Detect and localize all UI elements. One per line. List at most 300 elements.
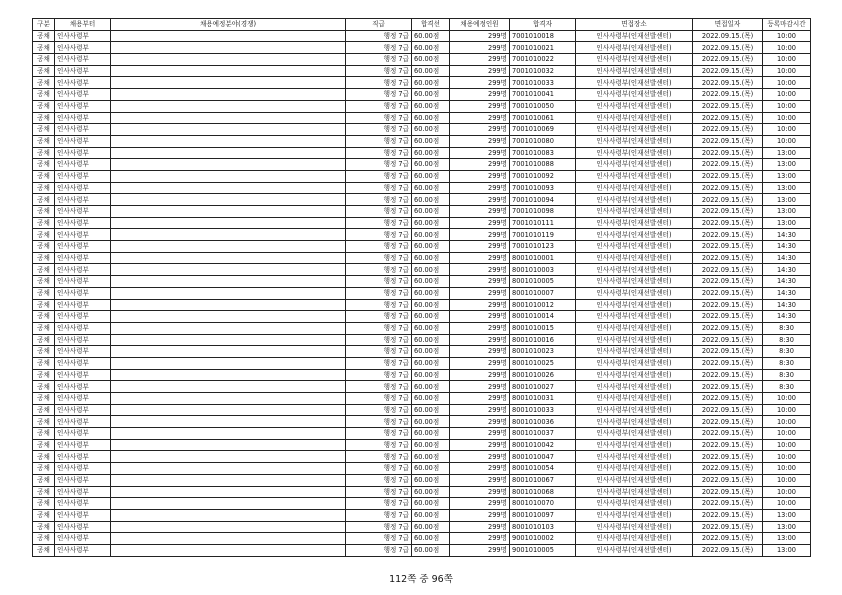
cell-interview-date: 2022.09.15.(목) [693, 474, 763, 486]
table-row [33, 416, 811, 428]
cell-planned-count: 299명 [450, 509, 510, 521]
cell-applicant-id: 7001010098 [510, 206, 576, 218]
cell-field [111, 42, 346, 54]
cell-planned-count: 299명 [450, 533, 510, 545]
cell-registration-deadline: 14:30 [763, 252, 811, 264]
cell-grade: 행정 7급 [346, 89, 412, 101]
cell-interview-location: 인사사령부(인재선발센터) [576, 346, 693, 358]
cell-grade: 행정 7급 [346, 334, 412, 346]
cell-planned-count: 299명 [450, 170, 510, 182]
cell-category: 공채 [33, 521, 55, 533]
cell-department: 인사사령부 [55, 369, 111, 381]
cell-category: 공채 [33, 474, 55, 486]
cell-cutoff: 60.00점 [412, 217, 450, 229]
cell-planned-count: 299명 [450, 194, 510, 206]
cell-grade: 행정 7급 [346, 206, 412, 218]
cell-planned-count: 299명 [450, 252, 510, 264]
cell-category: 공채 [33, 170, 55, 182]
cell-grade: 행정 7급 [346, 311, 412, 323]
cell-department: 인사사령부 [55, 357, 111, 369]
cell-cutoff: 60.00점 [412, 112, 450, 124]
table-row [33, 544, 811, 556]
cell-interview-date: 2022.09.15.(목) [693, 100, 763, 112]
cell-field [111, 241, 346, 253]
cell-applicant-id: 8001010026 [510, 369, 576, 381]
cell-category: 공채 [33, 264, 55, 276]
cell-category: 공채 [33, 451, 55, 463]
cell-planned-count: 299명 [450, 112, 510, 124]
cell-category: 공채 [33, 112, 55, 124]
cell-registration-deadline: 10:00 [763, 416, 811, 428]
table-row [33, 311, 811, 323]
cell-planned-count: 299명 [450, 311, 510, 323]
cell-interview-location: 인사사령부(인재선발센터) [576, 463, 693, 475]
cell-field [111, 194, 346, 206]
cell-category: 공채 [33, 498, 55, 510]
table-row [33, 264, 811, 276]
cell-registration-deadline: 13:00 [763, 217, 811, 229]
cell-department: 인사사령부 [55, 416, 111, 428]
cell-category: 공채 [33, 299, 55, 311]
cell-cutoff: 60.00점 [412, 194, 450, 206]
cell-planned-count: 299명 [450, 322, 510, 334]
cell-department: 인사사령부 [55, 381, 111, 393]
cell-field [111, 322, 346, 334]
cell-grade: 행정 7급 [346, 416, 412, 428]
cell-field [111, 393, 346, 405]
cell-interview-location: 인사사령부(인재선발센터) [576, 194, 693, 206]
cell-grade: 행정 7급 [346, 65, 412, 77]
cell-registration-deadline: 14:30 [763, 264, 811, 276]
cell-planned-count: 299명 [450, 54, 510, 66]
cell-applicant-id: 8001010012 [510, 299, 576, 311]
cell-grade: 행정 7급 [346, 182, 412, 194]
cell-field [111, 346, 346, 358]
cell-field [111, 486, 346, 498]
cell-planned-count: 299명 [450, 393, 510, 405]
cell-interview-date: 2022.09.15.(목) [693, 229, 763, 241]
cell-cutoff: 60.00점 [412, 346, 450, 358]
cell-registration-deadline: 10:00 [763, 463, 811, 475]
cell-category: 공채 [33, 241, 55, 253]
table-row [33, 357, 811, 369]
cell-category: 공채 [33, 404, 55, 416]
cell-interview-date: 2022.09.15.(목) [693, 206, 763, 218]
cell-interview-date: 2022.09.15.(목) [693, 124, 763, 136]
cell-registration-deadline: 8:30 [763, 357, 811, 369]
cell-registration-deadline: 14:30 [763, 229, 811, 241]
table-row [33, 439, 811, 451]
cell-registration-deadline: 10:00 [763, 439, 811, 451]
cell-registration-deadline: 10:00 [763, 54, 811, 66]
cell-field [111, 182, 346, 194]
cell-department: 인사사령부 [55, 124, 111, 136]
cell-field [111, 357, 346, 369]
cell-department: 인사사령부 [55, 65, 111, 77]
header-category: 구분 [33, 19, 55, 31]
cell-grade: 행정 7급 [346, 486, 412, 498]
cell-interview-date: 2022.09.15.(목) [693, 89, 763, 101]
cell-interview-location: 인사사령부(인재선발센터) [576, 416, 693, 428]
cell-cutoff: 60.00점 [412, 100, 450, 112]
cell-interview-location: 인사사령부(인재선발센터) [576, 241, 693, 253]
cell-applicant-id: 8001010014 [510, 311, 576, 323]
cell-applicant-id: 8001010042 [510, 439, 576, 451]
cell-department: 인사사령부 [55, 159, 111, 171]
cell-category: 공채 [33, 381, 55, 393]
cell-grade: 행정 7급 [346, 357, 412, 369]
cell-interview-date: 2022.09.15.(목) [693, 30, 763, 42]
cell-applicant-id: 8001010025 [510, 357, 576, 369]
cell-grade: 행정 7급 [346, 287, 412, 299]
cell-registration-deadline: 8:30 [763, 369, 811, 381]
cell-field [111, 147, 346, 159]
cell-interview-date: 2022.09.15.(목) [693, 404, 763, 416]
cell-interview-location: 인사사령부(인재선발센터) [576, 276, 693, 288]
cell-category: 공채 [33, 194, 55, 206]
cell-cutoff: 60.00점 [412, 65, 450, 77]
cell-interview-location: 인사사령부(인재선발센터) [576, 124, 693, 136]
cell-planned-count: 299명 [450, 264, 510, 276]
cell-cutoff: 60.00점 [412, 54, 450, 66]
cell-interview-location: 인사사령부(인재선발센터) [576, 147, 693, 159]
cell-grade: 행정 7급 [346, 54, 412, 66]
cell-category: 공채 [33, 416, 55, 428]
cell-cutoff: 60.00점 [412, 182, 450, 194]
cell-field [111, 276, 346, 288]
table-row [33, 89, 811, 101]
cell-category: 공채 [33, 30, 55, 42]
cell-department: 인사사령부 [55, 170, 111, 182]
cell-grade: 행정 7급 [346, 381, 412, 393]
cell-category: 공채 [33, 544, 55, 556]
cell-applicant-id: 8001010016 [510, 334, 576, 346]
cell-grade: 행정 7급 [346, 346, 412, 358]
cell-interview-location: 인사사령부(인재선발센터) [576, 299, 693, 311]
table-row [33, 112, 811, 124]
cell-interview-location: 인사사령부(인재선발센터) [576, 509, 693, 521]
cell-planned-count: 299명 [450, 241, 510, 253]
cell-applicant-id: 7001010119 [510, 229, 576, 241]
cell-interview-date: 2022.09.15.(목) [693, 498, 763, 510]
cell-cutoff: 60.00점 [412, 544, 450, 556]
cell-department: 인사사령부 [55, 276, 111, 288]
cell-category: 공채 [33, 322, 55, 334]
cell-cutoff: 60.00점 [412, 89, 450, 101]
cell-field [111, 299, 346, 311]
cell-interview-date: 2022.09.15.(목) [693, 241, 763, 253]
cell-interview-date: 2022.09.15.(목) [693, 65, 763, 77]
cell-field [111, 112, 346, 124]
cell-interview-date: 2022.09.15.(목) [693, 252, 763, 264]
cell-category: 공채 [33, 42, 55, 54]
table-row [33, 182, 811, 194]
table-row [33, 463, 811, 475]
cell-applicant-id: 9001010002 [510, 533, 576, 545]
cell-department: 인사사령부 [55, 100, 111, 112]
cell-applicant-id: 7001010033 [510, 77, 576, 89]
cell-field [111, 451, 346, 463]
cell-category: 공채 [33, 206, 55, 218]
cell-field [111, 416, 346, 428]
cell-grade: 행정 7급 [346, 299, 412, 311]
cell-cutoff: 60.00점 [412, 299, 450, 311]
cell-interview-location: 인사사령부(인재선발센터) [576, 287, 693, 299]
cell-interview-date: 2022.09.15.(목) [693, 509, 763, 521]
cell-interview-date: 2022.09.15.(목) [693, 486, 763, 498]
cell-field [111, 89, 346, 101]
cell-planned-count: 299명 [450, 334, 510, 346]
cell-grade: 행정 7급 [346, 439, 412, 451]
cell-interview-location: 인사사령부(인재선발센터) [576, 182, 693, 194]
cell-field [111, 369, 346, 381]
cell-applicant-id: 9001010005 [510, 544, 576, 556]
cell-field [111, 65, 346, 77]
cell-registration-deadline: 13:00 [763, 533, 811, 545]
cell-planned-count: 299명 [450, 416, 510, 428]
table-row [33, 42, 811, 54]
cell-interview-location: 인사사령부(인재선발센터) [576, 334, 693, 346]
cell-applicant-id: 7001010092 [510, 170, 576, 182]
cell-cutoff: 60.00점 [412, 369, 450, 381]
cell-cutoff: 60.00점 [412, 463, 450, 475]
cell-category: 공채 [33, 100, 55, 112]
cell-interview-location: 인사사령부(인재선발센터) [576, 544, 693, 556]
cell-cutoff: 60.00점 [412, 77, 450, 89]
cell-interview-date: 2022.09.15.(목) [693, 463, 763, 475]
table-body [33, 30, 811, 556]
cell-department: 인사사령부 [55, 147, 111, 159]
cell-cutoff: 60.00점 [412, 135, 450, 147]
cell-interview-date: 2022.09.15.(목) [693, 416, 763, 428]
cell-applicant-id: 8001010005 [510, 276, 576, 288]
cell-planned-count: 299명 [450, 100, 510, 112]
cell-planned-count: 299명 [450, 439, 510, 451]
cell-planned-count: 299명 [450, 498, 510, 510]
cell-field [111, 252, 346, 264]
cell-cutoff: 60.00점 [412, 276, 450, 288]
cell-category: 공채 [33, 217, 55, 229]
cell-interview-date: 2022.09.15.(목) [693, 135, 763, 147]
cell-department: 인사사령부 [55, 42, 111, 54]
cell-cutoff: 60.00점 [412, 42, 450, 54]
cell-department: 인사사령부 [55, 428, 111, 440]
cell-grade: 행정 7급 [346, 159, 412, 171]
cell-planned-count: 299명 [450, 299, 510, 311]
cell-department: 인사사령부 [55, 182, 111, 194]
cell-interview-location: 인사사령부(인재선발센터) [576, 474, 693, 486]
cell-department: 인사사령부 [55, 322, 111, 334]
cell-department: 인사사령부 [55, 89, 111, 101]
cell-interview-date: 2022.09.15.(목) [693, 393, 763, 405]
cell-registration-deadline: 8:30 [763, 346, 811, 358]
cell-planned-count: 299명 [450, 451, 510, 463]
cell-interview-date: 2022.09.15.(목) [693, 322, 763, 334]
cell-grade: 행정 7급 [346, 124, 412, 136]
cell-field [111, 135, 346, 147]
header-applicant-id: 합격자 [510, 19, 576, 31]
cell-category: 공채 [33, 182, 55, 194]
cell-interview-date: 2022.09.15.(목) [693, 159, 763, 171]
cell-applicant-id: 8001010015 [510, 322, 576, 334]
cell-interview-location: 인사사령부(인재선발센터) [576, 89, 693, 101]
cell-department: 인사사령부 [55, 54, 111, 66]
cell-interview-location: 인사사령부(인재선발센터) [576, 311, 693, 323]
cell-category: 공채 [33, 54, 55, 66]
cell-interview-location: 인사사령부(인재선발센터) [576, 428, 693, 440]
cell-registration-deadline: 14:30 [763, 311, 811, 323]
cell-category: 공채 [33, 89, 55, 101]
cell-grade: 행정 7급 [346, 112, 412, 124]
cell-grade: 행정 7급 [346, 252, 412, 264]
table-row [33, 194, 811, 206]
cell-registration-deadline: 10:00 [763, 451, 811, 463]
cell-department: 인사사령부 [55, 264, 111, 276]
table-row [33, 147, 811, 159]
cell-interview-date: 2022.09.15.(목) [693, 194, 763, 206]
cell-interview-location: 인사사령부(인재선발센터) [576, 170, 693, 182]
table-row [33, 299, 811, 311]
cell-department: 인사사령부 [55, 252, 111, 264]
cell-field [111, 264, 346, 276]
cell-department: 인사사령부 [55, 299, 111, 311]
cell-registration-deadline: 10:00 [763, 77, 811, 89]
cell-registration-deadline: 14:30 [763, 287, 811, 299]
cell-category: 공채 [33, 346, 55, 358]
cell-registration-deadline: 10:00 [763, 100, 811, 112]
table-row [33, 124, 811, 136]
cell-field [111, 404, 346, 416]
cell-planned-count: 299명 [450, 276, 510, 288]
header-interview-location: 면접장소 [576, 19, 693, 31]
table-row [33, 241, 811, 253]
cell-applicant-id: 7001010032 [510, 65, 576, 77]
cell-category: 공채 [33, 77, 55, 89]
table-row [33, 346, 811, 358]
cell-planned-count: 299명 [450, 287, 510, 299]
table-row [33, 100, 811, 112]
cell-interview-location: 인사사령부(인재선발센터) [576, 486, 693, 498]
cell-interview-date: 2022.09.15.(목) [693, 42, 763, 54]
cell-registration-deadline: 10:00 [763, 486, 811, 498]
cell-interview-location: 인사사령부(인재선발센터) [576, 135, 693, 147]
cell-category: 공채 [33, 229, 55, 241]
cell-registration-deadline: 10:00 [763, 135, 811, 147]
cell-department: 인사사령부 [55, 77, 111, 89]
cell-planned-count: 299명 [450, 217, 510, 229]
cell-cutoff: 60.00점 [412, 147, 450, 159]
cell-field [111, 533, 346, 545]
cell-cutoff: 60.00점 [412, 159, 450, 171]
cell-field [111, 509, 346, 521]
cell-planned-count: 299명 [450, 135, 510, 147]
cell-applicant-id: 8001010054 [510, 463, 576, 475]
cell-grade: 행정 7급 [346, 229, 412, 241]
table-header-row [33, 19, 811, 31]
cell-grade: 행정 7급 [346, 533, 412, 545]
cell-planned-count: 299명 [450, 346, 510, 358]
cell-planned-count: 299명 [450, 544, 510, 556]
cell-grade: 행정 7급 [346, 147, 412, 159]
cell-interview-location: 인사사령부(인재선발센터) [576, 77, 693, 89]
page-number: 112쪽 중 96쪽 [389, 574, 453, 585]
cell-category: 공채 [33, 439, 55, 451]
cell-planned-count: 299명 [450, 42, 510, 54]
cell-interview-location: 인사사령부(인재선발센터) [576, 439, 693, 451]
cell-interview-location: 인사사령부(인재선발센터) [576, 30, 693, 42]
cell-applicant-id: 7001010088 [510, 159, 576, 171]
table-row [33, 381, 811, 393]
cell-cutoff: 60.00점 [412, 264, 450, 276]
cell-department: 인사사령부 [55, 206, 111, 218]
cell-field [111, 498, 346, 510]
cell-category: 공채 [33, 486, 55, 498]
cell-applicant-id: 8001010023 [510, 346, 576, 358]
cell-applicant-id: 7001010061 [510, 112, 576, 124]
cell-planned-count: 299명 [450, 30, 510, 42]
cell-department: 인사사령부 [55, 439, 111, 451]
cell-planned-count: 299명 [450, 463, 510, 475]
cell-category: 공채 [33, 369, 55, 381]
cell-planned-count: 299명 [450, 486, 510, 498]
cell-category: 공채 [33, 428, 55, 440]
cell-applicant-id: 8001010033 [510, 404, 576, 416]
cell-cutoff: 60.00점 [412, 381, 450, 393]
cell-applicant-id: 8001010103 [510, 521, 576, 533]
cell-applicant-id: 8001010001 [510, 252, 576, 264]
cell-planned-count: 299명 [450, 89, 510, 101]
cell-grade: 행정 7급 [346, 322, 412, 334]
cell-grade: 행정 7급 [346, 170, 412, 182]
cell-applicant-id: 7001010083 [510, 147, 576, 159]
cell-applicant-id: 7001010041 [510, 89, 576, 101]
cell-category: 공채 [33, 147, 55, 159]
cell-interview-date: 2022.09.15.(목) [693, 170, 763, 182]
cell-category: 공채 [33, 124, 55, 136]
table-row [33, 451, 811, 463]
cell-applicant-id: 7001010111 [510, 217, 576, 229]
header-cutoff: 합격선 [412, 19, 450, 31]
table-row [33, 287, 811, 299]
cell-department: 인사사령부 [55, 404, 111, 416]
cell-interview-date: 2022.09.15.(목) [693, 439, 763, 451]
cell-applicant-id: 8001010036 [510, 416, 576, 428]
table-row [33, 404, 811, 416]
cell-planned-count: 299명 [450, 521, 510, 533]
cell-category: 공채 [33, 463, 55, 475]
cell-cutoff: 60.00점 [412, 170, 450, 182]
cell-department: 인사사령부 [55, 346, 111, 358]
cell-registration-deadline: 13:00 [763, 159, 811, 171]
cell-interview-location: 인사사령부(인재선발센터) [576, 404, 693, 416]
cell-cutoff: 60.00점 [412, 229, 450, 241]
table-row [33, 474, 811, 486]
cell-interview-date: 2022.09.15.(목) [693, 357, 763, 369]
cell-applicant-id: 8001010031 [510, 393, 576, 405]
cell-field [111, 474, 346, 486]
table-row [33, 486, 811, 498]
cell-field [111, 334, 346, 346]
cell-registration-deadline: 8:30 [763, 381, 811, 393]
cell-applicant-id: 8001010097 [510, 509, 576, 521]
cell-cutoff: 60.00점 [412, 498, 450, 510]
table-row [33, 30, 811, 42]
cell-field [111, 30, 346, 42]
table-row [33, 509, 811, 521]
cell-interview-date: 2022.09.15.(목) [693, 264, 763, 276]
cell-applicant-id: 8001010027 [510, 381, 576, 393]
table-row [33, 369, 811, 381]
